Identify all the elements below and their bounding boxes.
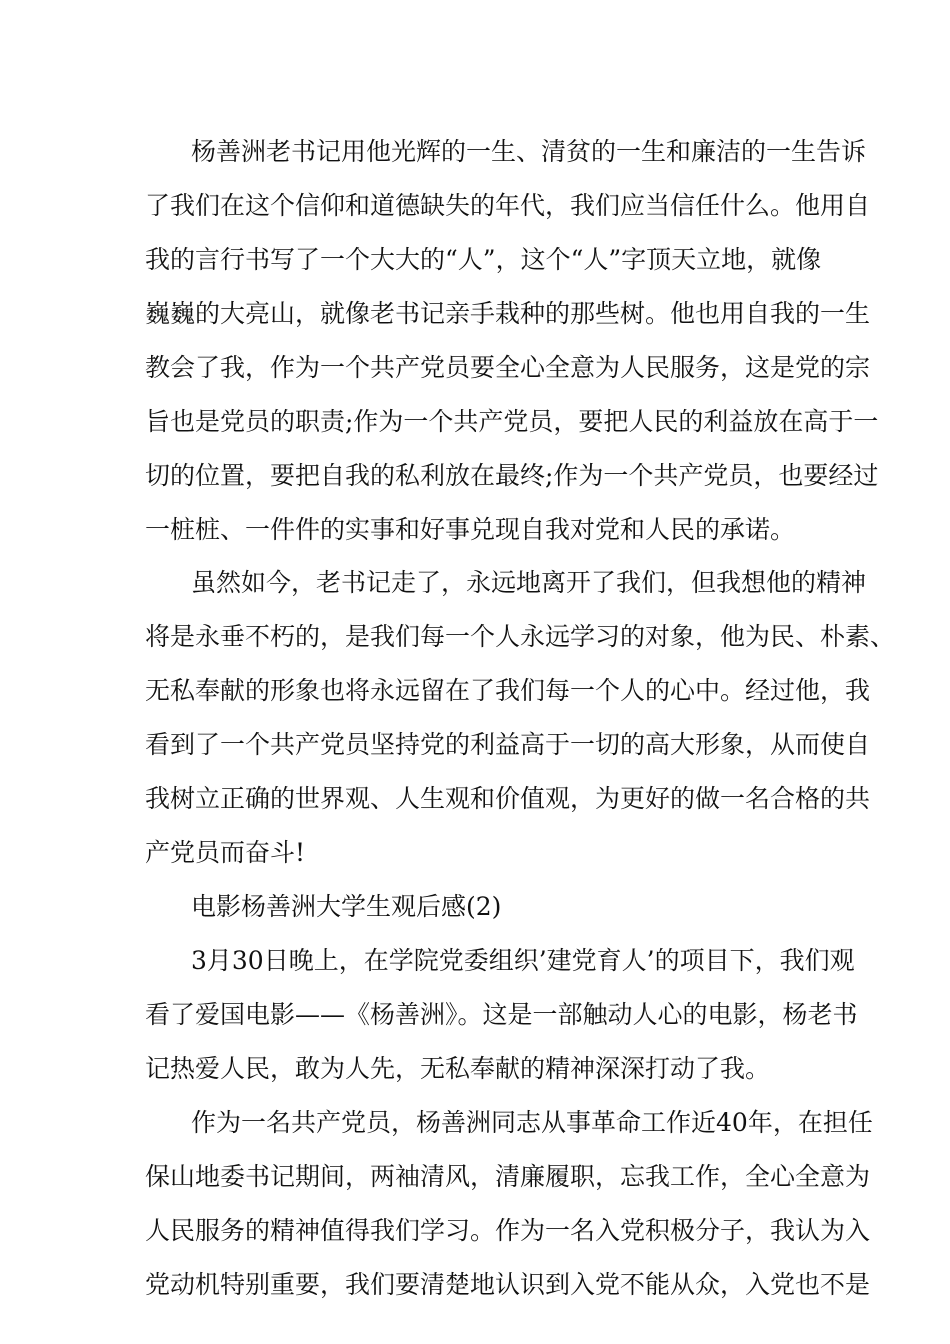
paragraph-1-line-4: 巍巍的大亮山，就像老书记亲手栽种的那些树。他也用自我的一生 [145,299,871,328]
paragraph-1-line-6: 旨也是党员的职责;作为一个共产党员，要把人民的利益放在高于一 [145,407,879,436]
paragraph-1-line-3: 我的言行书写了一个大大的“人”，这个“人”字顶天立地，就像 [145,245,822,274]
paragraph-3-line-2: 看了爱国电影——《杨善洲》。这是一部触动人心的电影，杨老书 [145,1000,858,1029]
paragraph-1-line-5: 教会了我，作为一个共产党员要全心全意为人民服务，这是党的宗 [145,353,871,382]
paragraph-3-line-1: 3月30日晚上，在学院党委组织’建党育人’的项目下，我们观 [191,946,855,975]
paragraph-2-line-4: 看到了一个共产党员坚持党的利益高于一切的高大形象，从而使自 [145,730,871,759]
paragraph-1-line-2: 了我们在这个信仰和道德缺失的年代，我们应当信任什么。他用自 [145,191,871,220]
paragraph-1-line-7: 切的位置，要把自我的私利放在最终;作为一个共产党员，也要经过 [145,461,879,490]
paragraph-2-line-1: 虽然如今，老书记走了，永远地离开了我们，但我想他的精神 [191,568,867,597]
section-heading: 电影杨善洲大学生观后感(2) [191,892,502,921]
paragraph-4-line-3: 人民服务的精神值得我们学习。作为一名入党积极分子，我认为入 [145,1216,871,1245]
paragraph-2-line-3: 无私奉献的形象也将永远留在了我们每一个人的心中。经过他，我 [145,676,871,705]
paragraph-2-line-2: 将是永垂不朽的，是我们每一个人永远学习的对象，他为民、朴素、 [145,622,896,651]
paragraph-2-line-6: 产党员而奋斗! [145,838,306,867]
paragraph-4-line-1: 作为一名共产党员，杨善洲同志从事革命工作近40年，在担任 [191,1108,873,1137]
paragraph-1-line-1: 杨善洲老书记用他光辉的一生、清贫的一生和廉洁的一生告诉 [191,137,867,166]
paragraph-4-line-2: 保山地委书记期间，两袖清风，清廉履职，忘我工作，全心全意为 [145,1162,871,1191]
paragraph-4-line-4: 党动机特别重要，我们要清楚地认识到入党不能从众，入党也不是 [145,1270,871,1299]
paragraph-3-line-3: 记热爱人民，敢为人先，无私奉献的精神深深打动了我。 [145,1054,771,1083]
paragraph-1-line-8: 一桩桩、一件件的实事和好事兑现自我对党和人民的承诺。 [145,515,796,544]
paragraph-2-line-5: 我树立正确的世界观、人生观和价值观，为更好的做一名合格的共 [145,784,871,813]
